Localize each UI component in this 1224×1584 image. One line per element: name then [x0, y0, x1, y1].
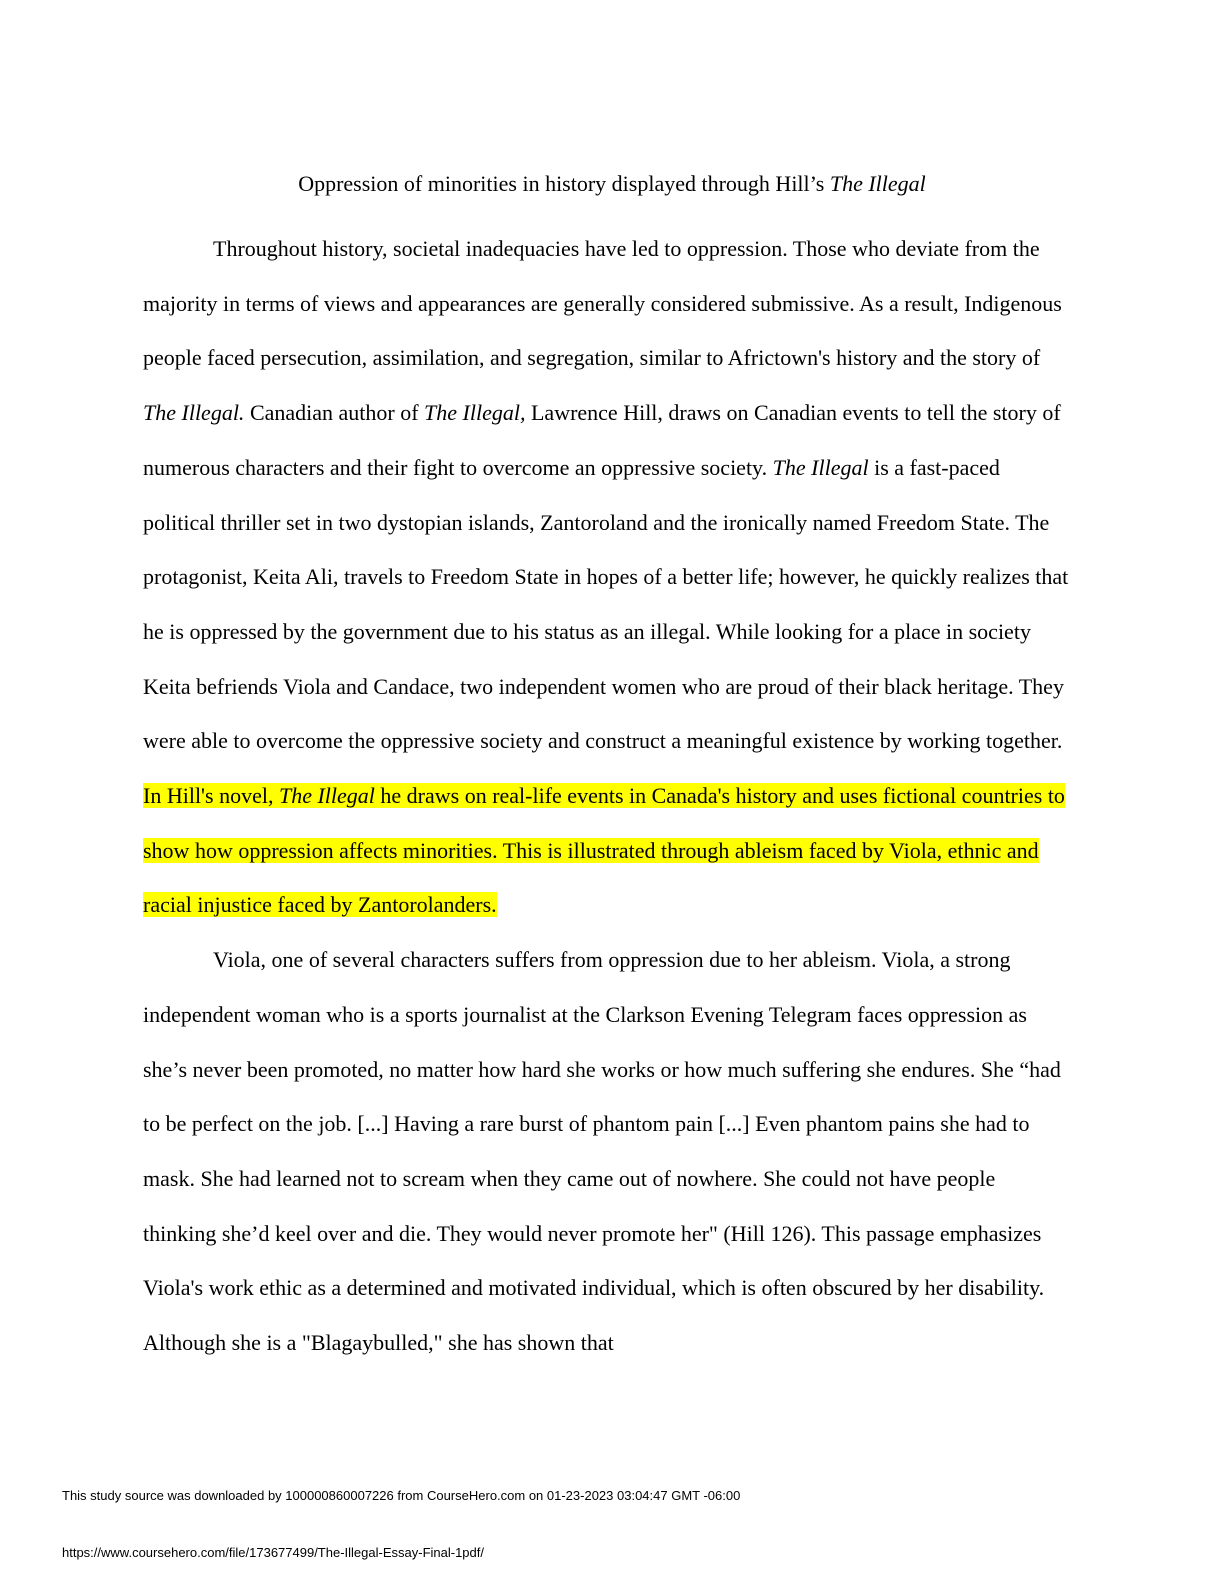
thesis-highlight-1: In Hill's novel,: [143, 783, 279, 809]
intro-text-1: Throughout history, societal inadequacies have led to oppression. Those who deviate from the majority in terms of views and appearances are generally considered submissive. As a result, Indigenous people faced persecution, assimilation, and segregation, similar to Africtown's history and the story of: [143, 236, 1062, 371]
title-book-name: The Illegal: [829, 171, 926, 196]
page-title: [0, 168, 1224, 200]
essay-body: [143, 222, 1073, 1371]
book-title-ref-3: The Illegal: [772, 454, 869, 480]
thesis-highlight-2: he draws on real-life events in Canada's history and uses fictional countries to show how oppression affects minorities. This is illustrated through ableism faced by Viola, ethnic and racial injustice faced by Zantorolanders.: [143, 783, 1065, 918]
title-text: Oppression of minorities in history displayed through Hill’s: [298, 171, 830, 196]
intro-text-4: is a fast-paced political thriller set in two dystopian islands, Zantoroland and the ironically named Freedom State. The protagonist, Keita Ali, travels to Freedom State in hopes of a better life; however, he quickly realizes that he is oppressed by the government due to his status as an illegal. While looking for a place in society Keita befriends Viola and Candace, two independent women who are proud of their black heritage. They were able to overcome the oppressive society and construct a meaningful existence by working together.: [143, 454, 1069, 754]
source-url[interactable]: https://www.coursehero.com/file/173677499/The-Illegal-Essay-Final-1pdf/: [62, 1545, 484, 1560]
paragraph-intro: [143, 222, 1073, 933]
intro-text-3: Lawrence Hill, draws on Canadian events to tell the story of numerous characters and their fight to overcome an oppressive society.: [143, 400, 1061, 480]
book-title-ref-2: The Illegal,: [424, 400, 526, 426]
thesis-highlight-book-title: The Illegal: [278, 783, 375, 809]
book-title-ref-1: The Illegal.: [143, 400, 245, 426]
download-notice: This study source was downloaded by 100000860007226 from CourseHero.com on 01-23-2023 03:04:47 GMT -06:00: [62, 1488, 741, 1503]
paragraph-viola: Viola, one of several characters suffers from oppression due to her ableism. Viola, a strong independent woman who is a sports journalist at the Clarkson Evening Telegram faces oppression as she’s never been promoted, no matter how hard she works or how much suffering she endures. She “had to be perfect on the job. [...] Having a rare burst of phantom pain [...] Even phantom pains she had to mask. She had learned not to scream when they came out of nowhere. She could not have people thinking she’d keel over and die. They would never promote her" (Hill 126). This passage emphasizes Viola's work ethic as a determined and motivated individual, which is often obscured by her disability. Although she is a "Blagaybulled," she has shown that: [143, 947, 1061, 1356]
intro-text-2: Canadian author of: [244, 400, 425, 426]
